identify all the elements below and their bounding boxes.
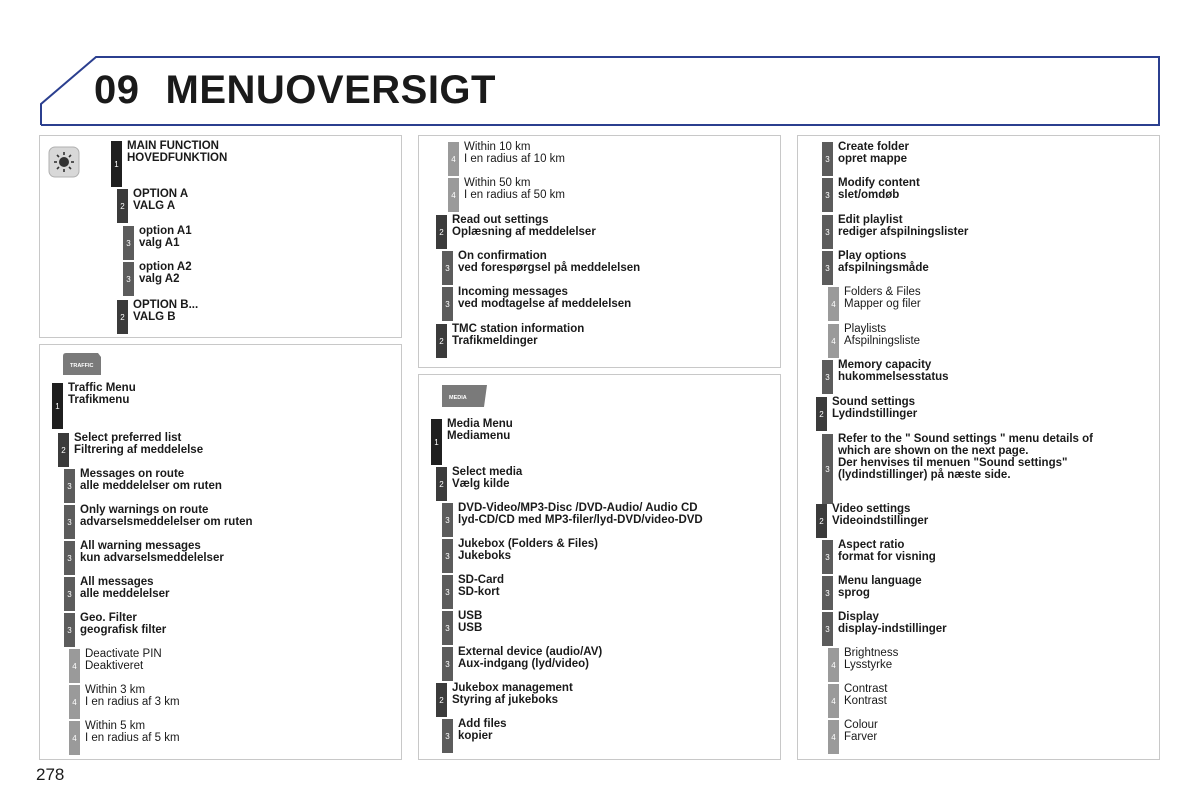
level-1-marker: 1 xyxy=(52,383,63,429)
menu-entry-line: advarselsmeddelelser om ruten xyxy=(80,516,253,528)
menu-entry-line: Only warnings on route xyxy=(80,504,209,516)
menu-entry-label xyxy=(452,682,573,706)
menu-entry-label xyxy=(458,286,631,310)
menu-entry-line: lyd-CD/CD med MP3-filer/lyd-DVD/video-DVD xyxy=(458,514,703,526)
menu-entry-label xyxy=(838,177,920,201)
menu-entry-line: Kontrast xyxy=(844,695,887,707)
menu-entry-line: HOVEDFUNKTION xyxy=(127,152,228,164)
menu-entry-line: Within 3 km xyxy=(85,684,146,696)
menu-entry-line: Menu language xyxy=(838,575,922,587)
menu-entry-line: Mediamenu xyxy=(447,430,511,442)
menu-entry-label xyxy=(447,418,513,442)
menu-entry-label xyxy=(133,188,188,212)
menu-entry-line: (lydindstillinger) på næste side. xyxy=(838,469,1011,481)
level-3-marker: 3 xyxy=(64,505,75,539)
menu-entry-line: Colour xyxy=(844,719,878,731)
menu-entry-line: option A2 xyxy=(139,261,192,273)
level-4-marker: 4 xyxy=(828,684,839,718)
menu-entry-line: Deaktiveret xyxy=(85,660,144,672)
menu-entry-label xyxy=(458,610,482,634)
menu-entry-label xyxy=(838,359,949,383)
level-3-marker: 3 xyxy=(822,142,833,176)
menu-entry-line: alle meddelelser om ruten xyxy=(80,480,222,492)
menu-entry-label xyxy=(458,574,504,598)
level-4-marker: 4 xyxy=(828,720,839,754)
menu-entry-line: Read out settings xyxy=(452,214,549,226)
level-2-marker: 2 xyxy=(816,504,827,538)
menu-entry-label xyxy=(844,719,878,743)
menu-entry-label xyxy=(464,177,565,201)
menu-entry-line: USB xyxy=(458,622,483,634)
menu-entry-label xyxy=(80,540,224,564)
menu-entry-line: Media Menu xyxy=(447,418,513,430)
menu-entry-line: Sound settings xyxy=(832,396,916,408)
menu-entry-line: option A1 xyxy=(139,225,192,237)
level-4-marker: 4 xyxy=(448,178,459,212)
menu-entry-line: alle meddelelser xyxy=(80,588,170,600)
menu-entry-label xyxy=(85,684,180,708)
menu-entry-label xyxy=(844,683,887,707)
menu-entry-line: afspilningsmåde xyxy=(838,262,929,274)
level-3-marker: 3 xyxy=(442,251,453,285)
level-2-marker: 2 xyxy=(436,467,447,501)
page-number: 278 xyxy=(36,765,65,784)
chapter-header xyxy=(40,56,1161,127)
page-title xyxy=(94,68,496,113)
menu-entry-line: kun advarselsmeddelelser xyxy=(80,552,224,564)
menu-entry-label xyxy=(458,502,703,526)
menu-entry-label xyxy=(85,720,180,744)
menu-entry-label xyxy=(458,538,598,562)
menu-entry-line: Add files xyxy=(458,718,507,730)
menu-entry-line: DVD-Video/MP3-Disc /DVD-Audio/ Audio CD xyxy=(458,502,698,514)
menu-entry-line: kopier xyxy=(458,730,493,742)
menu-entry-label xyxy=(838,575,922,599)
traffic-icon-label: TRAFFIC xyxy=(70,363,94,369)
menu-entry-line: Folders & Files xyxy=(844,286,921,298)
level-3-marker: 3 xyxy=(64,577,75,611)
menu-entry-label xyxy=(838,250,929,274)
media-icon-label: MEDIA xyxy=(449,395,467,401)
menu-entry-line: which are shown on the next page. xyxy=(838,445,1029,457)
menu-entry-label xyxy=(844,647,898,671)
menu-entry-line: sprog xyxy=(838,587,870,599)
menu-entry-line: Select preferred list xyxy=(74,432,182,444)
level-3-marker: 3 xyxy=(822,360,833,394)
menu-entry-line: OPTION A xyxy=(133,188,189,200)
menu-entry-line: Create folder xyxy=(838,141,909,153)
menu-entry-line: Trafikmeldinger xyxy=(452,335,538,347)
menu-entry-line: Refer to the " Sound settings " menu details of xyxy=(838,433,1093,445)
level-3-marker: 3 xyxy=(442,719,453,753)
menu-entry-line: Within 50 km xyxy=(464,177,531,189)
menu-entry-label xyxy=(838,539,936,563)
menu-entry-line: Afspilningsliste xyxy=(844,335,921,347)
menu-entry-line: I en radius af 50 km xyxy=(464,189,565,201)
menu-entry-label xyxy=(80,612,166,636)
menu-entry-line: Vælg kilde xyxy=(452,478,510,490)
menu-entry-label xyxy=(838,433,1093,481)
menu-entry-line: Aspect ratio xyxy=(838,539,905,551)
menu-entry-label xyxy=(458,646,602,670)
menu-entry-line: Video settings xyxy=(832,503,911,515)
level-2-marker: 2 xyxy=(816,397,827,431)
level-3-marker: 3 xyxy=(64,469,75,503)
level-1-marker: 1 xyxy=(111,141,122,187)
menu-entry-line: All messages xyxy=(80,576,154,588)
level-3-marker: 3 xyxy=(123,262,134,296)
level-2-marker: 2 xyxy=(436,683,447,717)
menu-entry-label xyxy=(80,468,222,492)
level-4-marker: 4 xyxy=(69,685,80,719)
menu-entry-line: SD-kort xyxy=(458,586,500,598)
menu-entry-line: Incoming messages xyxy=(458,286,568,298)
menu-entry-line: Der henvises til menuen "Sound settings" xyxy=(838,457,1068,469)
menu-entry-line: On confirmation xyxy=(458,250,547,262)
menu-entry-label xyxy=(139,225,192,249)
menu-entry-line: OPTION B... xyxy=(133,299,199,311)
chapter-number: 09 xyxy=(94,68,140,112)
level-4-marker: 4 xyxy=(828,648,839,682)
menu-entry-line: ved modtagelse af meddelelsen xyxy=(458,298,632,310)
menu-entry-line: Videoindstillinger xyxy=(832,515,929,527)
level-4-marker: 4 xyxy=(69,649,80,683)
traffic-icon xyxy=(62,352,102,376)
menu-entry-line: VALG A xyxy=(133,200,176,212)
level-2-marker: 2 xyxy=(436,215,447,249)
level-2-marker: 2 xyxy=(117,300,128,334)
menu-entry-line: VALG B xyxy=(133,311,176,323)
menu-entry-label xyxy=(68,382,136,406)
level-4-marker: 4 xyxy=(828,287,839,321)
menu-entry-line: Filtrering af meddelelse xyxy=(74,444,204,456)
menu-entry-line: Jukeboks xyxy=(458,550,512,562)
menu-entry-label xyxy=(464,141,565,165)
menu-entry-label xyxy=(832,396,917,420)
menu-entry-line: Within 10 km xyxy=(464,141,531,153)
chapter-title: MENUOVERSIGT xyxy=(165,68,496,112)
menu-entry-label xyxy=(127,140,227,164)
menu-entry-line: opret mappe xyxy=(838,153,908,165)
menu-entry-line: Edit playlist xyxy=(838,214,903,226)
menu-entry-line: Select media xyxy=(452,466,523,478)
level-3-marker: 3 xyxy=(822,178,833,212)
menu-entry-line: Within 5 km xyxy=(85,720,146,732)
menu-entry-line: USB xyxy=(458,610,483,622)
menu-entry-line: Jukebox (Folders & Files) xyxy=(458,538,598,550)
level-3-marker: 3 xyxy=(442,503,453,537)
menu-entry-line: Traffic Menu xyxy=(68,382,136,394)
menu-entry-line: I en radius af 5 km xyxy=(85,732,180,744)
menu-entry-line: Styring af jukeboks xyxy=(452,694,559,706)
menu-entry-line: ved forespørgsel på meddelelsen xyxy=(458,262,641,274)
menu-entry-line: slet/omdøb xyxy=(838,189,900,201)
menu-entry-line: valg A2 xyxy=(139,273,180,285)
level-2-marker: 2 xyxy=(117,189,128,223)
menu-entry-line: SD-Card xyxy=(458,574,505,586)
level-3-marker: 3 xyxy=(123,226,134,260)
menu-entry-line: Brightness xyxy=(844,647,899,659)
menu-entry-label xyxy=(452,323,584,347)
menu-entry-label xyxy=(844,323,920,347)
menu-entry-line: Aux-indgang (lyd/video) xyxy=(458,658,589,670)
menu-entry-label xyxy=(133,299,198,323)
menu-entry-line: Display xyxy=(838,611,879,623)
level-3-marker: 3 xyxy=(442,575,453,609)
level-3-marker: 3 xyxy=(822,215,833,249)
menu-entry-line: format for visning xyxy=(838,551,936,563)
level-4-marker: 4 xyxy=(828,324,839,358)
menu-entry-line: Geo. Filter xyxy=(80,612,137,624)
menu-entry-label xyxy=(832,503,928,527)
level-3-marker: 3 xyxy=(822,576,833,610)
menu-entry-line: geografisk filter xyxy=(80,624,167,636)
menu-entry-line: Lydindstillinger xyxy=(832,408,918,420)
legend-panel xyxy=(39,135,402,338)
menu-entry-label xyxy=(80,576,170,600)
menu-entry-label xyxy=(139,261,192,285)
menu-entry-line: Deactivate PIN xyxy=(85,648,162,660)
level-4-marker: 4 xyxy=(69,721,80,755)
level-3-marker: 3 xyxy=(822,540,833,574)
level-3-marker: 3 xyxy=(442,647,453,681)
menu-entry-line: hukommelsesstatus xyxy=(838,371,949,383)
menu-entry-line: display-indstillinger xyxy=(838,623,947,635)
level-3-marker: 3 xyxy=(64,541,75,575)
level-3-marker: 3 xyxy=(822,251,833,285)
level-2-marker: 2 xyxy=(58,433,69,467)
menu-entry-label xyxy=(85,648,162,672)
menu-entry-line: Messages on route xyxy=(80,468,185,480)
menu-entry-line: Trafikmenu xyxy=(68,394,130,406)
menu-entry-line: Farver xyxy=(844,731,878,743)
menu-entry-label xyxy=(74,432,203,456)
menu-entry-line: Jukebox management xyxy=(452,682,573,694)
settings-icon xyxy=(48,146,80,178)
menu-entry-line: rediger afspilningslister xyxy=(838,226,969,238)
menu-entry-label xyxy=(838,141,909,165)
menu-entry-label xyxy=(458,250,640,274)
menu-entry-line: Playlists xyxy=(844,323,887,335)
menu-entry-label xyxy=(452,214,596,238)
menu-entry-line: Contrast xyxy=(844,683,888,695)
level-4-marker: 4 xyxy=(448,142,459,176)
menu-entry-label xyxy=(458,718,507,742)
menu-entry-line: I en radius af 10 km xyxy=(464,153,565,165)
menu-entry-line: Lysstyrke xyxy=(844,659,893,671)
level-2-marker: 2 xyxy=(436,324,447,358)
media-icon xyxy=(441,384,488,408)
menu-entry-line: Memory capacity xyxy=(838,359,932,371)
menu-entry-label xyxy=(844,286,921,310)
menu-entry-line: valg A1 xyxy=(139,237,180,249)
level-1-marker: 1 xyxy=(431,419,442,465)
menu-entry-line: MAIN FUNCTION xyxy=(127,140,219,152)
menu-entry-line: Modify content xyxy=(838,177,920,189)
menu-entry-label xyxy=(838,214,968,238)
level-3-marker: 3 xyxy=(442,539,453,573)
menu-entry-line: TMC station information xyxy=(452,323,585,335)
menu-entry-line: All warning messages xyxy=(80,540,201,552)
menu-entry-label xyxy=(80,504,253,528)
menu-entry-line: I en radius af 3 km xyxy=(85,696,180,708)
menu-entry-line: External device (audio/AV) xyxy=(458,646,603,658)
level-3-marker: 3 xyxy=(442,287,453,321)
menu-entry-line: Oplæsning af meddelelser xyxy=(452,226,596,238)
menu-entry-label xyxy=(452,466,522,490)
menu-entry-line: Play options xyxy=(838,250,907,262)
level-3-marker: 3 xyxy=(64,613,75,647)
menu-entry-label xyxy=(838,611,947,635)
level-3-marker: 3 xyxy=(442,611,453,645)
level-3-marker: 3 xyxy=(822,434,833,504)
level-3-marker: 3 xyxy=(822,612,833,646)
menu-entry-line: Mapper og filer xyxy=(844,298,921,310)
